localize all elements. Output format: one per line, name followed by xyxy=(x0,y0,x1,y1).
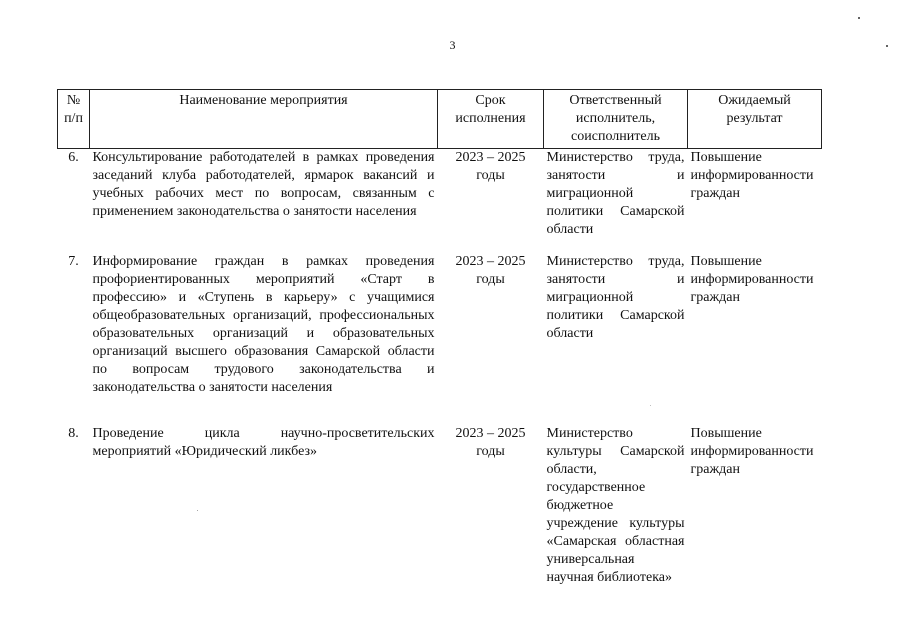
row-number: 7. xyxy=(68,254,79,269)
activity-result: Повышение информированности граждан xyxy=(690,150,814,201)
activity-name: Консультирование работодателей в рамках проведения заседаний клуба работодателей, ярмарок вакансий и учебных рабочих мест по вопросам, связанным с применением законодательства о занятости населения xyxy=(92,150,435,219)
table-body xyxy=(58,149,822,588)
header-responsible: Ответственный исполнитель, соисполнитель xyxy=(544,90,688,149)
activity-term: 2023 – 2025 годы xyxy=(455,254,526,287)
header-name: Наименование мероприятия xyxy=(90,90,438,149)
activities-table xyxy=(57,89,822,587)
table-row xyxy=(58,425,822,587)
header-result: Ожидаемый результат xyxy=(688,90,822,149)
header-row xyxy=(58,90,822,149)
activity-responsible: Министерство труда, занятости и миграционной политики Самарской области xyxy=(546,150,685,237)
activity-result: Повышение информированности граждан xyxy=(690,254,814,305)
activity-name: Информирование граждан в рамках проведения профориентированных мероприятий «Старт в профессию» и «Ступень в карьеру» с учащимися общеобразовательных организаций, профессиональных образовательных организаций и образовательных организаций высшего образования Самарской области по вопросам трудового законодательства и законодательства о занятости населения xyxy=(92,254,435,395)
activity-term: 2023 – 2025 годы xyxy=(455,426,526,459)
activity-result: Повышение информированности граждан xyxy=(690,426,814,477)
activity-responsible: Министерство труда, занятости и миграционной политики Самарской области xyxy=(546,254,685,341)
table-row xyxy=(58,253,822,425)
table-row xyxy=(58,149,822,254)
table-header xyxy=(58,90,822,149)
scan-speck xyxy=(858,17,860,19)
row-number: 6. xyxy=(68,150,79,165)
scan-speck xyxy=(886,45,888,47)
activity-term: 2023 – 2025 годы xyxy=(455,150,526,183)
header-num: № п/п xyxy=(58,90,90,149)
activity-responsible: Министерство культуры Самарской области, государственное бюджетное учреждение культуры «Самарская областная универсальная научная библиотека» xyxy=(546,426,685,585)
row-number: 8. xyxy=(68,426,79,441)
page-number: 3 xyxy=(449,38,456,52)
activity-name: Проведение цикла научно-просветительских мероприятий «Юридический ликбез» xyxy=(92,426,435,459)
header-term: Срок исполнения xyxy=(438,90,544,149)
